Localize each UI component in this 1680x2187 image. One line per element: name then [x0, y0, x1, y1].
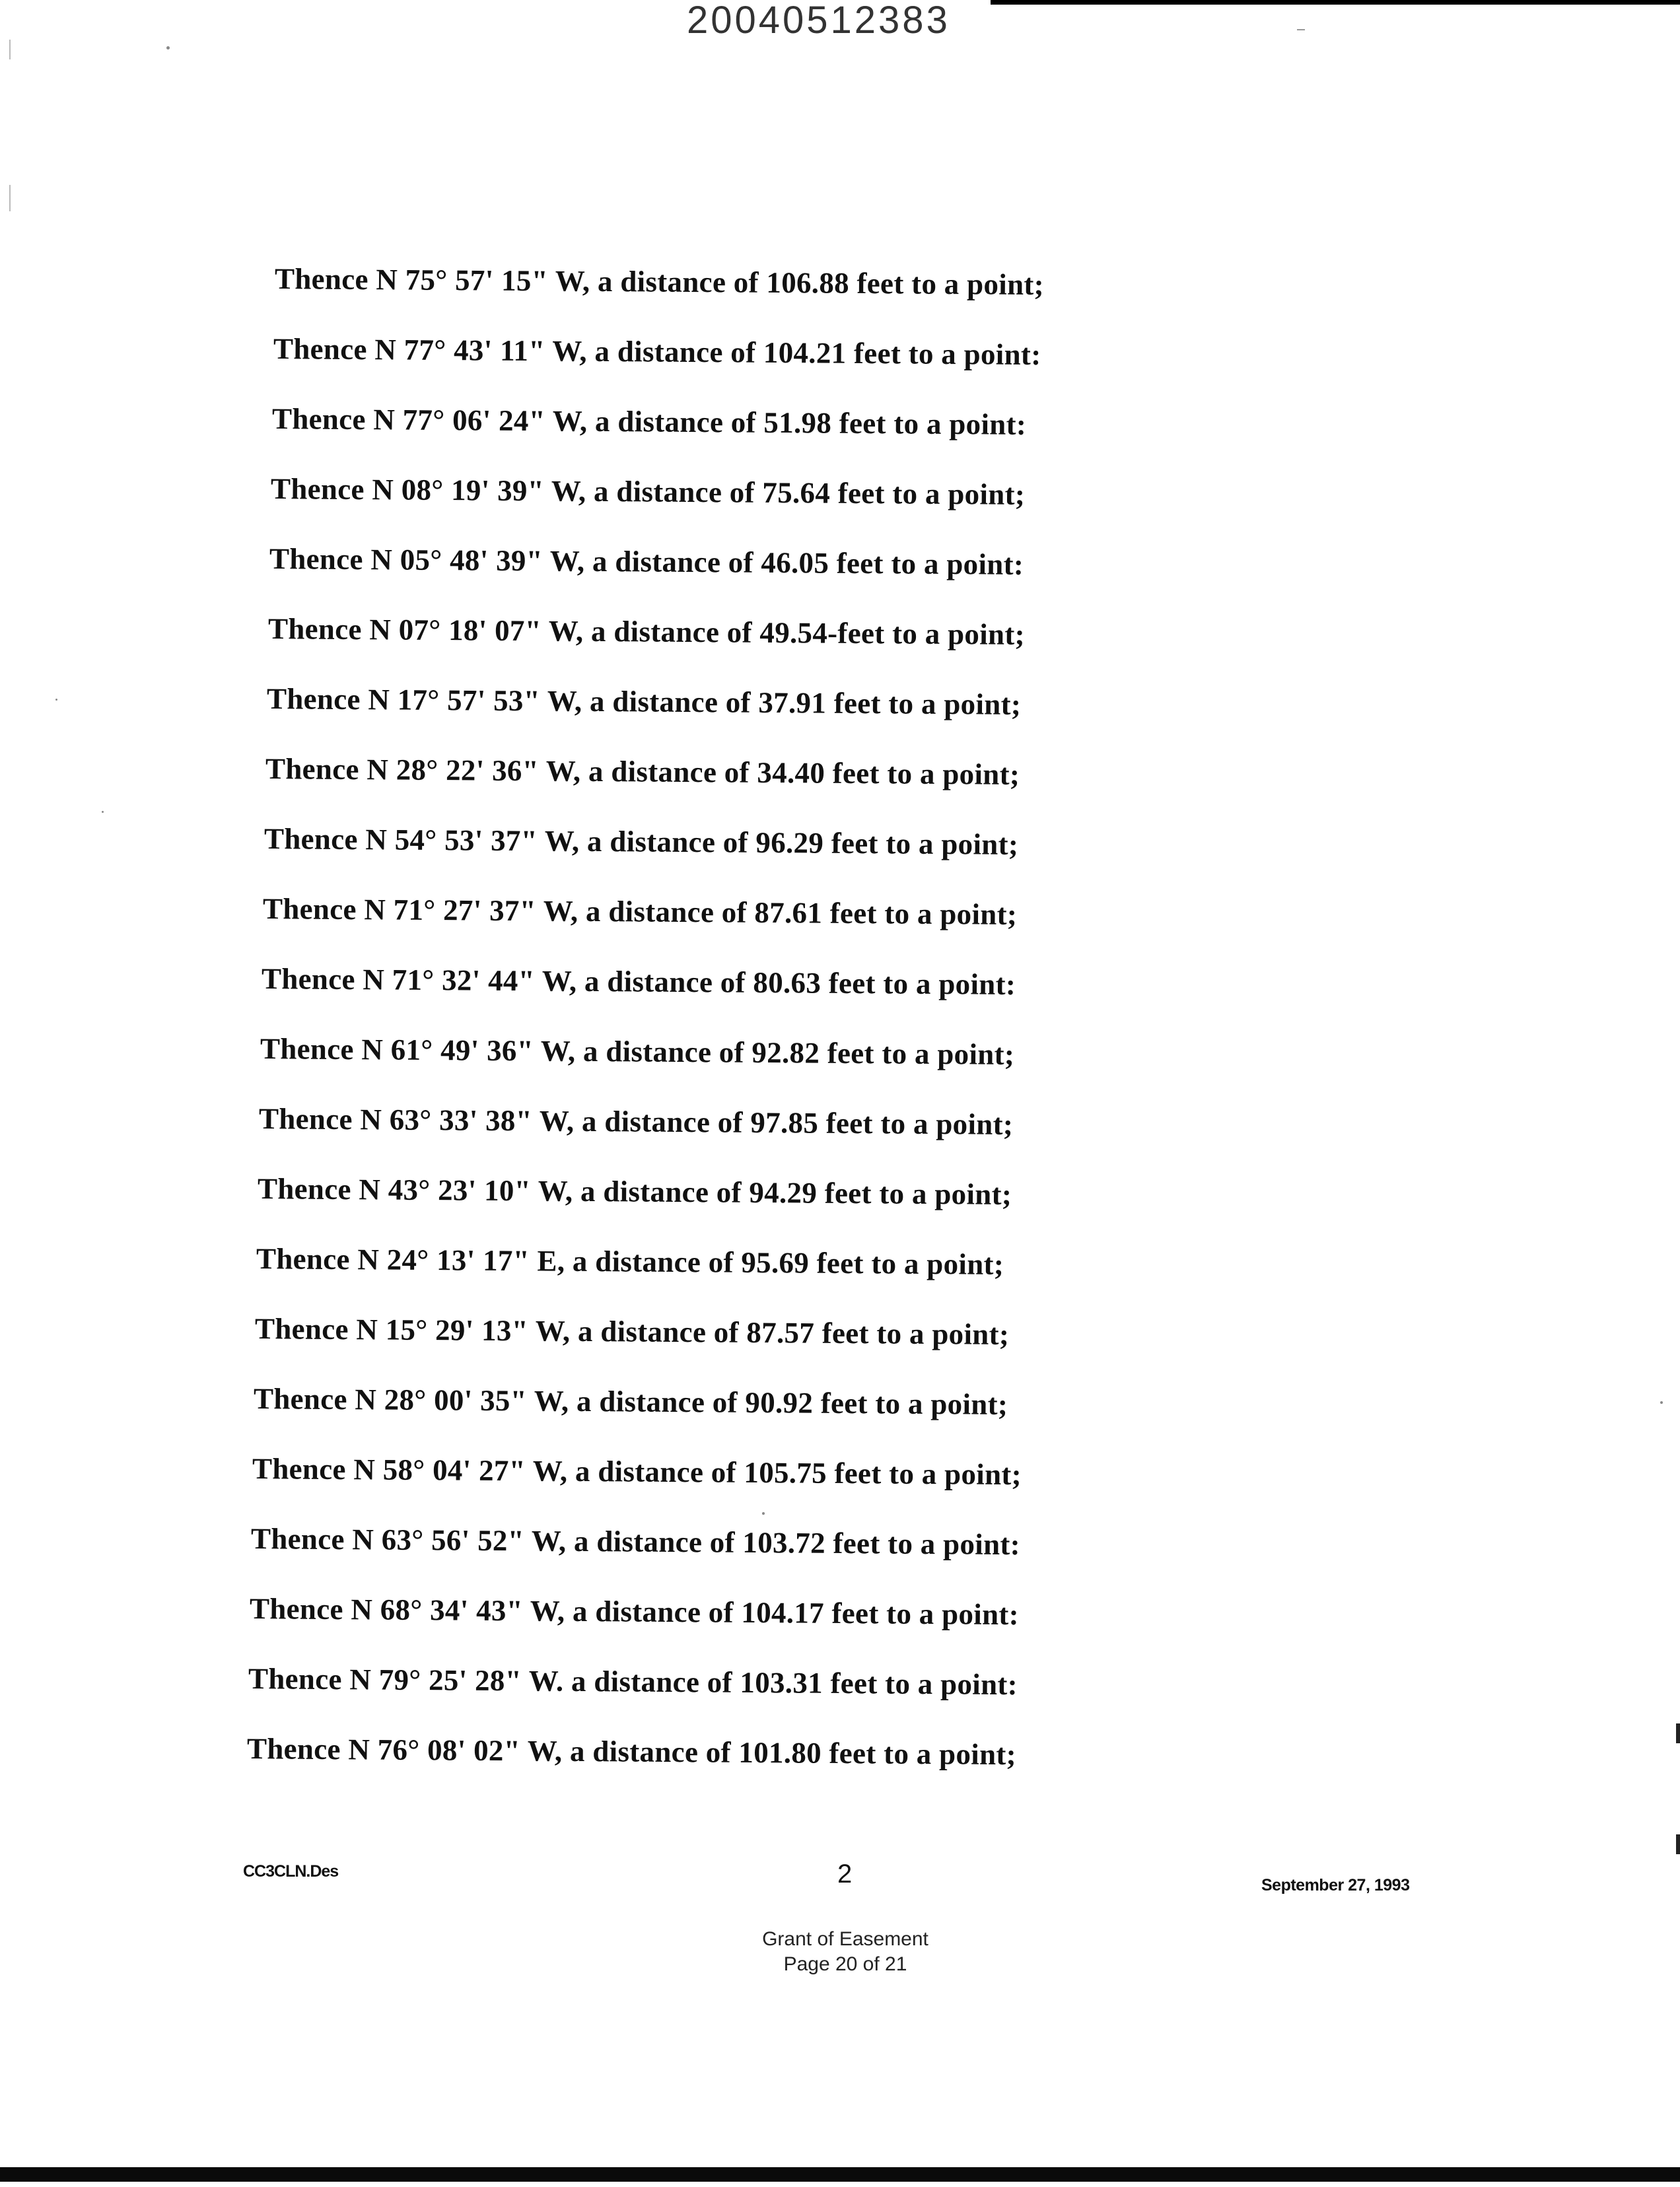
legal-description-line: Thence N 77° 06' 24" W, a distance of 51.98 feet to a point: — [271, 402, 1027, 441]
legal-description-line: Thence N 07° 18' 07" W, a distance of 49.54-feet to a point; — [267, 612, 1026, 651]
legal-description-line: Thence N 28° 00' 35" W, a distance of 90.92 feet to a point; — [253, 1382, 1008, 1421]
legal-description-line: Thence N 71° 27' 37" W, a distance of 87.61 feet to a point; — [262, 892, 1018, 931]
legal-description-line: Thence N 43° 23' 10" W, a distance of 94.29 feet to a point; — [257, 1172, 1012, 1211]
legal-description-line: Thence N 24° 13' 17" E, a distance of 95.69 feet to a point; — [256, 1242, 1004, 1281]
legal-description-line: Thence N 28° 22' 36" W, a distance of 34.40 feet to a point; — [265, 752, 1020, 791]
legal-description-line: Thence N 61° 49' 36" W, a distance of 92.82 feet to a point; — [260, 1032, 1015, 1071]
legal-description-line: Thence N 77° 43' 11" W, a distance of 104.21 feet to a point: — [273, 332, 1041, 372]
footer-date: September 27, 1993 — [1261, 1876, 1410, 1894]
legal-description-line: Thence N 76° 08' 02" W, a distance of 101.80 feet to a point; — [246, 1732, 1017, 1772]
legal-description-line: Thence N 63° 33' 38" W, a distance of 97.85 feet to a point; — [258, 1102, 1014, 1141]
legal-description-line: Thence N 05° 48' 39" W, a distance of 46.05 feet to a point: — [269, 542, 1024, 581]
page-number: 2 — [837, 1859, 853, 1889]
legal-description-line: Thence N 68° 34' 43" W, a distance of 104.17 feet to a point: — [249, 1592, 1020, 1632]
stamp-title: Grant of Easement — [762, 1928, 928, 1950]
legal-description-line: Thence N 75° 57' 15" W, a distance of 106.88 feet to a point; — [274, 262, 1045, 302]
legal-description-line: Thence N 71° 32' 44" W, a distance of 80.63 feet to a point: — [261, 962, 1016, 1001]
bottom-edge-rule — [0, 2167, 1680, 2182]
legal-description-line: Thence N 08° 19' 39" W, a distance of 75.64 feet to a point; — [270, 472, 1026, 511]
footer-file-name: CC3CLN.Des — [243, 1862, 339, 1881]
legal-description-line: Thence N 79° 25' 28" W. a distance of 103.31 feet to a point: — [248, 1662, 1018, 1702]
legal-description-line: Thence N 15° 29' 13" W, a distance of 87.57 feet to a point; — [254, 1312, 1010, 1351]
legal-description-line: Thence N 58° 04' 27" W, a distance of 105.75 feet to a point; — [252, 1452, 1022, 1492]
legal-description-line: Thence N 63° 56' 52" W, a distance of 103.72 feet to a point: — [250, 1522, 1021, 1562]
legal-description-line: Thence N 17° 57' 53" W, a distance of 37.91 feet to a point; — [266, 682, 1022, 721]
document-number: 20040512383 — [687, 0, 950, 42]
stamp-page: Page 20 of 21 — [783, 1953, 907, 1975]
recording-stamp — [713, 1927, 977, 1977]
legal-description-line: Thence N 54° 53' 37" W, a distance of 96.29 feet to a point; — [263, 822, 1019, 861]
